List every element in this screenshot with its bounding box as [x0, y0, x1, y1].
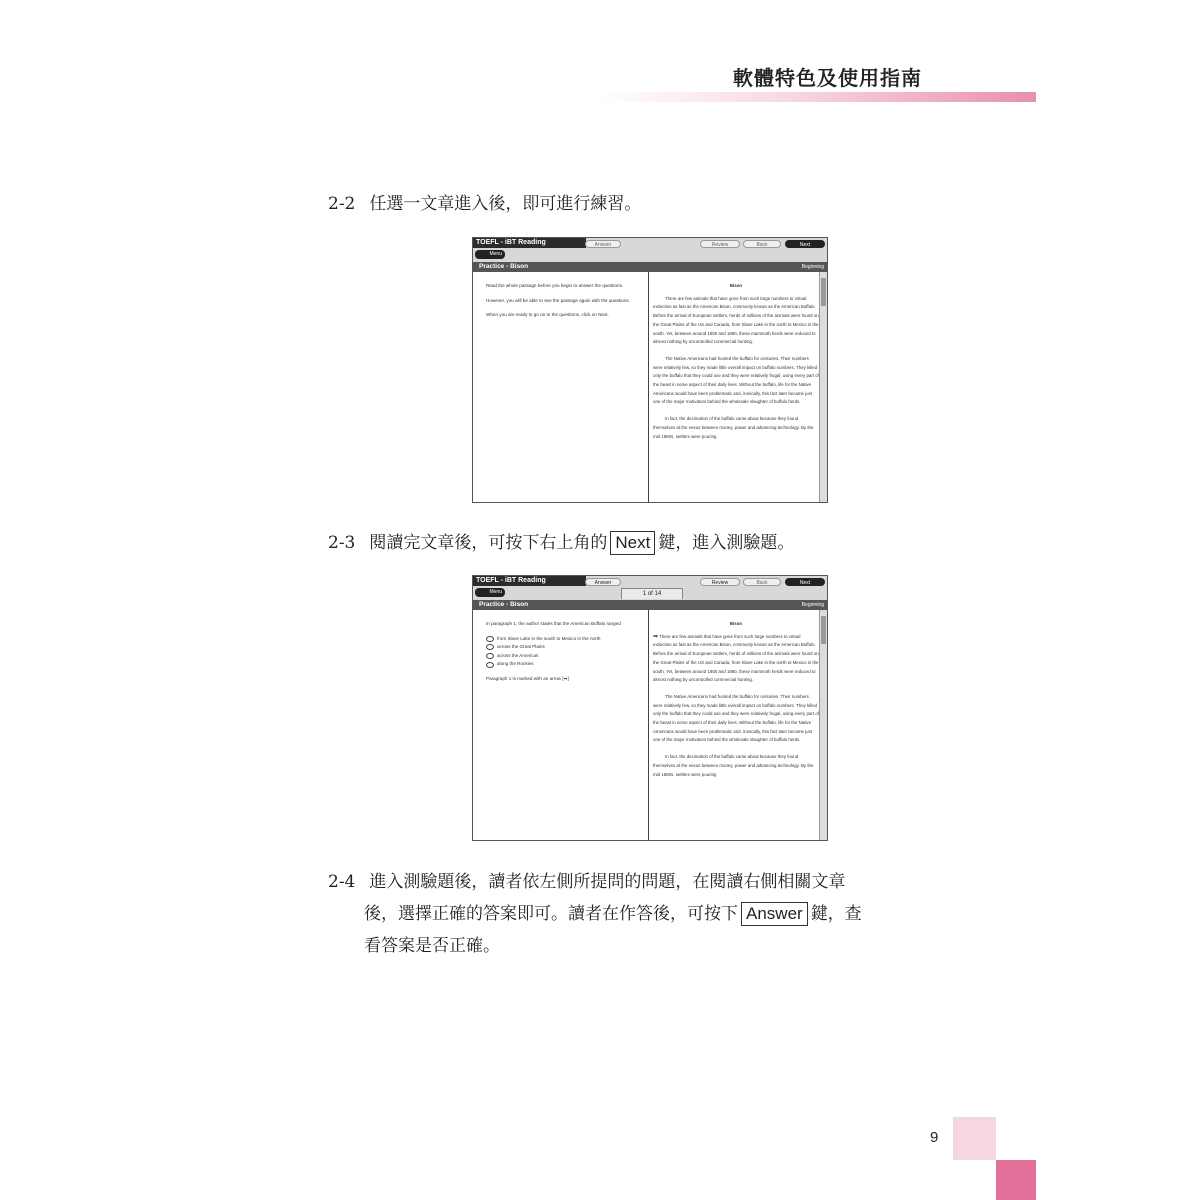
radio-icon[interactable]: [486, 653, 494, 659]
answer-option[interactable]: [486, 660, 636, 669]
arrow-icon: ➡: [653, 633, 659, 640]
answer-option[interactable]: [486, 635, 636, 644]
page-corner-block-light: [953, 1117, 996, 1160]
step-text: 任選一文章進入後，即可進行練習。: [369, 194, 642, 214]
answer-button[interactable]: Answer: [585, 578, 621, 586]
practice-title-bar: [473, 600, 827, 610]
instruction-text: Read the whole passage before you begin to answer the questions.: [486, 283, 624, 288]
practice-title: Practice - Bison: [479, 601, 529, 608]
passage-paragraph: The Native Americans had hunted the buffalo for centuries. Their numbers were relatively few, so they made little overall impact on buffalo numbers. They killed only the buffalo that they could use and they were relatively frugal, using every part of the beast in some aspect of their daily lives. Without the buffalo, life for the Native Americans would have been problematic and, ironically, this fact later became just one of the major motivators behind the wholesale slaughter of buffalo herds.: [653, 693, 819, 743]
step-number: 2-2: [328, 194, 356, 214]
step-text: 鍵，查: [810, 904, 862, 924]
answer-button[interactable]: Answer: [585, 240, 621, 248]
page-corner-block-dark: [996, 1160, 1036, 1200]
next-button[interactable]: Next: [785, 240, 825, 248]
step-2-4: [328, 866, 862, 962]
question-text: In paragraph 1, the author states that the American Buffalo ranged: [486, 621, 621, 626]
option-label: along the Rockies: [497, 661, 534, 667]
menu-button[interactable]: Menu: [475, 250, 505, 259]
passage-title: Bison: [729, 283, 743, 288]
paragraph-text: There are few animals that have gone from such large numbers to virtual extinction as fast as the American Bison, commonly known as the American Buffalo. Before the arrival of European settlers, herds of millions of the animals were found on the Great Plains of the US and Canada, from Slave Lake in the north to Mexico in the south. Yet, between around 1850 and 1880, these mammoth herds were reduced to almost nothing by uncontrolled commercial hunting.: [653, 633, 819, 683]
step-text: 後，選擇正確的答案即可。讀者在作答後，可按下: [364, 904, 738, 924]
section-title: 軟體特色及使用指南: [733, 66, 922, 90]
instruction-text: When you are ready to go on to the questions, click on Next.: [486, 312, 609, 318]
back-button[interactable]: Back: [743, 578, 781, 586]
answer-option[interactable]: [486, 643, 636, 652]
paragraph-note: Paragraph 1 is marked with an arrow [➡]: [486, 675, 569, 681]
passage-pane: [653, 620, 819, 787]
level-label: Beginning: [801, 602, 824, 608]
next-key-label: Next: [610, 531, 655, 555]
passage-paragraph: In fact, the decimation of the buffalo came about because they found themselves at the nexus between money, power and advancing technology. By the mid 1850s, settlers were pouring: [653, 416, 814, 439]
step-text: 閱讀完文章後，可按下右上角的: [369, 533, 608, 553]
step-text: 進入測驗題後，讀者依左側所提問的問題，在閱讀右側相關文章: [369, 872, 846, 892]
pane-divider: [648, 610, 649, 840]
pane-divider: [648, 272, 649, 502]
answer-key-label: Answer: [741, 902, 808, 926]
passage-scrollbar[interactable]: [819, 610, 827, 840]
app-title: TOEFL - iBT Reading: [473, 576, 586, 586]
menu-button[interactable]: Menu: [475, 588, 505, 597]
header-gradient-bar: [600, 92, 1036, 102]
radio-icon[interactable]: [486, 662, 494, 668]
screenshot-passage-view: [472, 237, 828, 503]
next-button[interactable]: Next: [785, 578, 825, 586]
step-number: 2-4: [328, 872, 356, 892]
question-counter: 1 of 14: [621, 588, 683, 599]
option-label: from Slave Lake in the south to Mexico in the north: [497, 635, 601, 641]
passage-paragraph: In fact, the decimation of the buffalo came about because they found themselves at the nexus between money, power and advancing technology. By the mid 1850s, settlers were pouring: [653, 754, 814, 777]
instruction-text: However, you will be able to see the passage again with the questions.: [486, 297, 630, 303]
option-label: across the Great Plains: [497, 644, 545, 650]
answer-option[interactable]: [486, 652, 636, 661]
step-text: 鍵，進入測驗題。: [658, 533, 795, 553]
review-button[interactable]: Review: [700, 578, 740, 586]
passage-paragraph: There are few animals that have gone from such large numbers to virtual extinction as fast as the American Bison, commonly known as the American Buffalo. Before the arrival of European settlers, herds of millions of the animals were found on the Great Plains of the US and Canada, from Slave Lake in the north to Mexico in the south. Yet, between around 1850 and 1880, these mammoth herds were reduced to almost nothing by uncontrolled commercial hunting.: [653, 295, 819, 345]
step-2-3: [328, 527, 794, 559]
practice-title-bar: [473, 262, 827, 272]
option-label: across the Americas: [497, 652, 539, 658]
review-button[interactable]: Review: [700, 240, 740, 248]
screenshot-question-view: [472, 575, 828, 841]
step-text: 看答案是否正確。: [364, 936, 500, 956]
level-label: Beginning: [801, 264, 824, 270]
instructions-pane: [486, 282, 636, 326]
passage-pane: [653, 282, 819, 449]
passage-title: Bison: [729, 621, 743, 626]
radio-icon[interactable]: [486, 636, 494, 642]
radio-icon[interactable]: [486, 644, 494, 650]
passage-paragraph: The Native Americans had hunted the buffalo for centuries. Their numbers were relatively few, so they made little overall impact on buffalo numbers. They killed only the buffalo that they could use and they were relatively frugal, using every part of the beast in some aspect of their daily lives. Without the buffalo, life for the Native Americans would have been problematic and, ironically, this fact later became just one of the major motivators behind the wholesale slaughter of buffalo herds.: [653, 355, 819, 405]
app-title: TOEFL - iBT Reading: [473, 238, 586, 248]
practice-title: Practice - Bison: [479, 263, 529, 270]
passage-paragraph: [653, 633, 819, 685]
question-pane: [486, 620, 636, 690]
passage-scrollbar[interactable]: [819, 272, 827, 502]
back-button[interactable]: Back: [743, 240, 781, 248]
page-number: 9: [930, 1129, 939, 1146]
step-number: 2-3: [328, 533, 356, 553]
step-2-2: [328, 188, 641, 220]
